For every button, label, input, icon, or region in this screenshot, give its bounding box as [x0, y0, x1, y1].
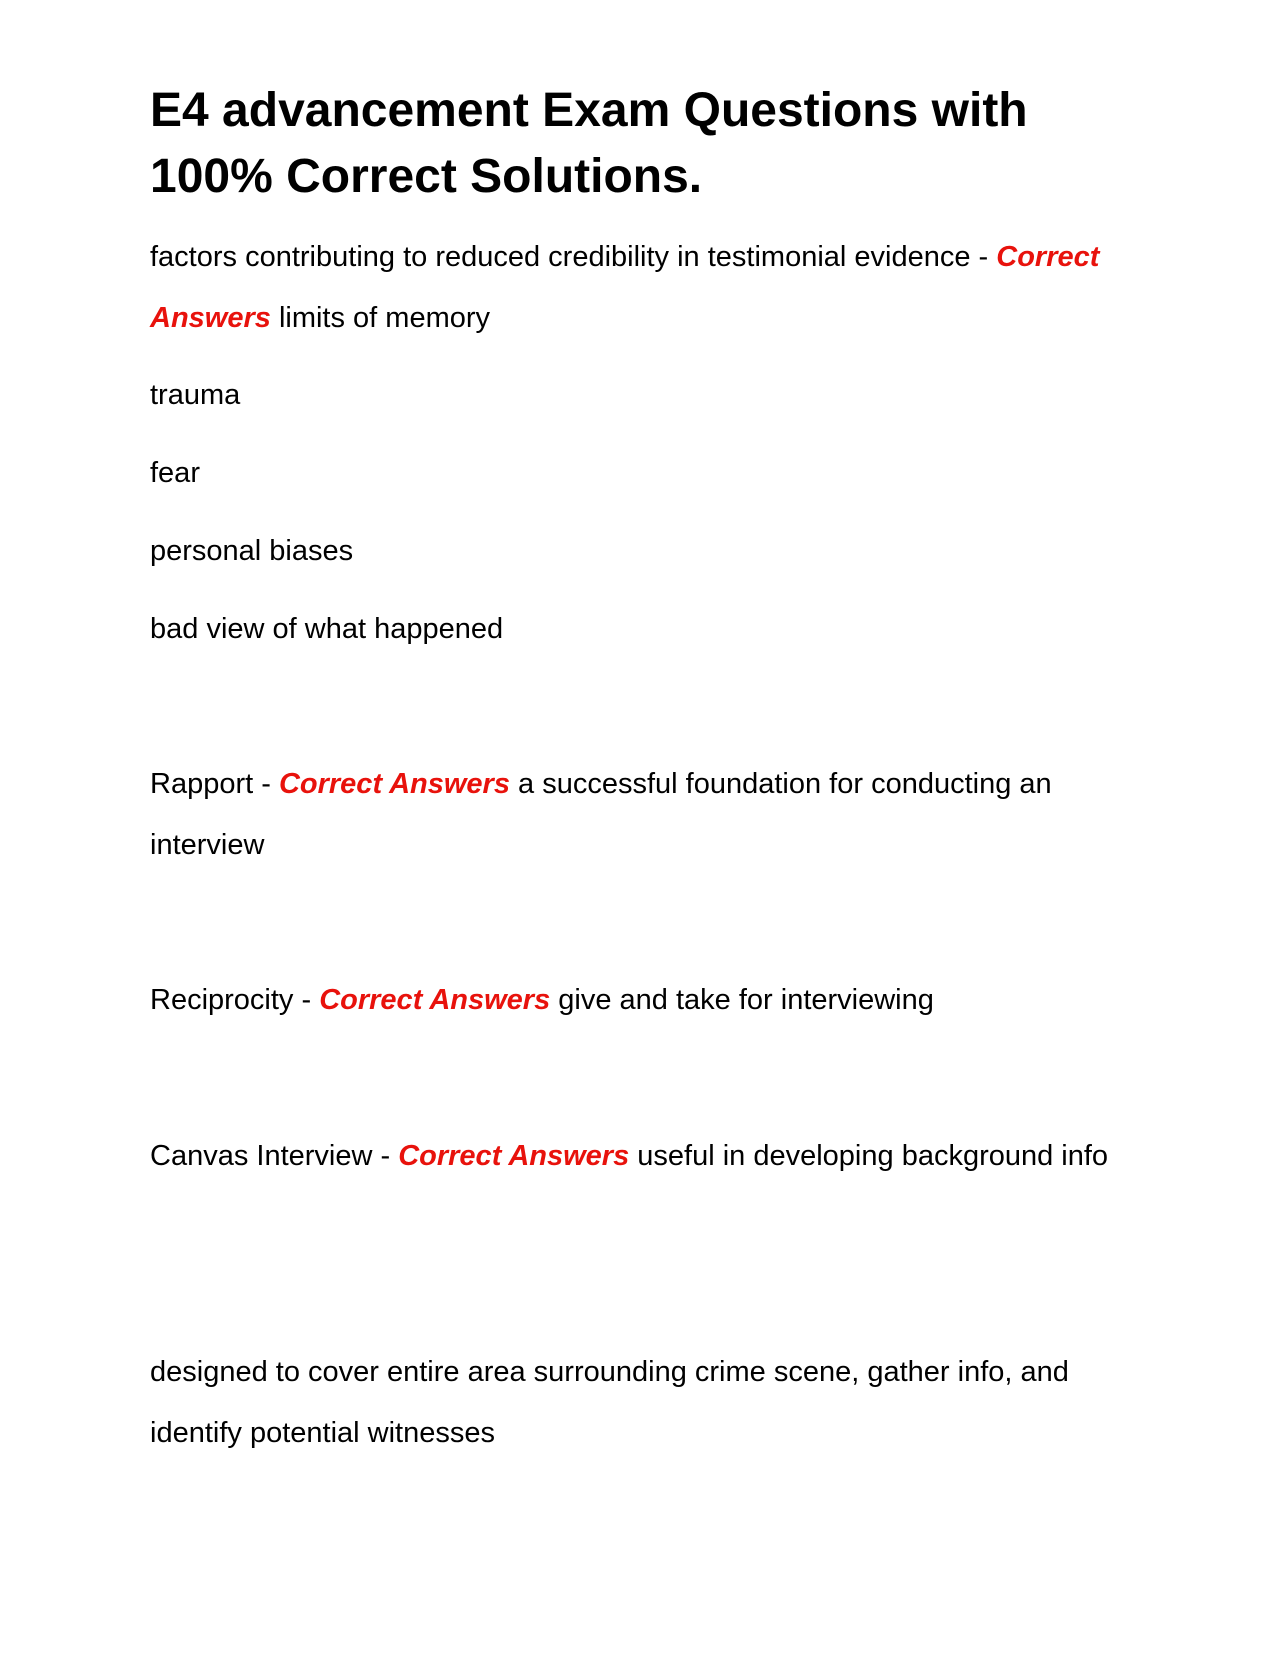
qa-entry — [150, 754, 1150, 876]
correct-answers-label: Correct Answers — [398, 1140, 630, 1172]
page-title: E4 advancement Exam Questions with 100% Correct Solutions. — [150, 84, 1028, 203]
question-text: Reciprocity - — [150, 984, 320, 1016]
answer-text: a successful foundation for conducting an interview — [150, 768, 1052, 861]
qa-entry — [150, 227, 1150, 349]
correct-answers-label: Correct Answers — [319, 984, 551, 1016]
question-text: Rapport - — [150, 768, 279, 800]
question-text: Canvas Interview - — [150, 1140, 399, 1172]
qa-entry — [150, 1126, 1150, 1187]
answer-text: useful in developing background info — [629, 1140, 1109, 1172]
list-item: bad view of what happened — [150, 613, 504, 645]
question-text: factors contributing to reduced credibility in testimonial evidence - — [150, 241, 997, 273]
list-item: fear — [150, 457, 200, 489]
correct-answers-label: Correct Answers — [150, 241, 1100, 334]
answer-paragraph: designed to cover entire area surrounding crime scene, gather info, and identify potential witnesses — [150, 1356, 1069, 1449]
list-item: personal biases — [150, 535, 354, 567]
list-item: trauma — [150, 379, 241, 411]
correct-answers-label: Correct Answers — [278, 768, 510, 800]
answer-text: limits of memory — [270, 302, 491, 334]
answer-text: give and take for interviewing — [550, 984, 934, 1016]
qa-entry — [150, 970, 1150, 1031]
